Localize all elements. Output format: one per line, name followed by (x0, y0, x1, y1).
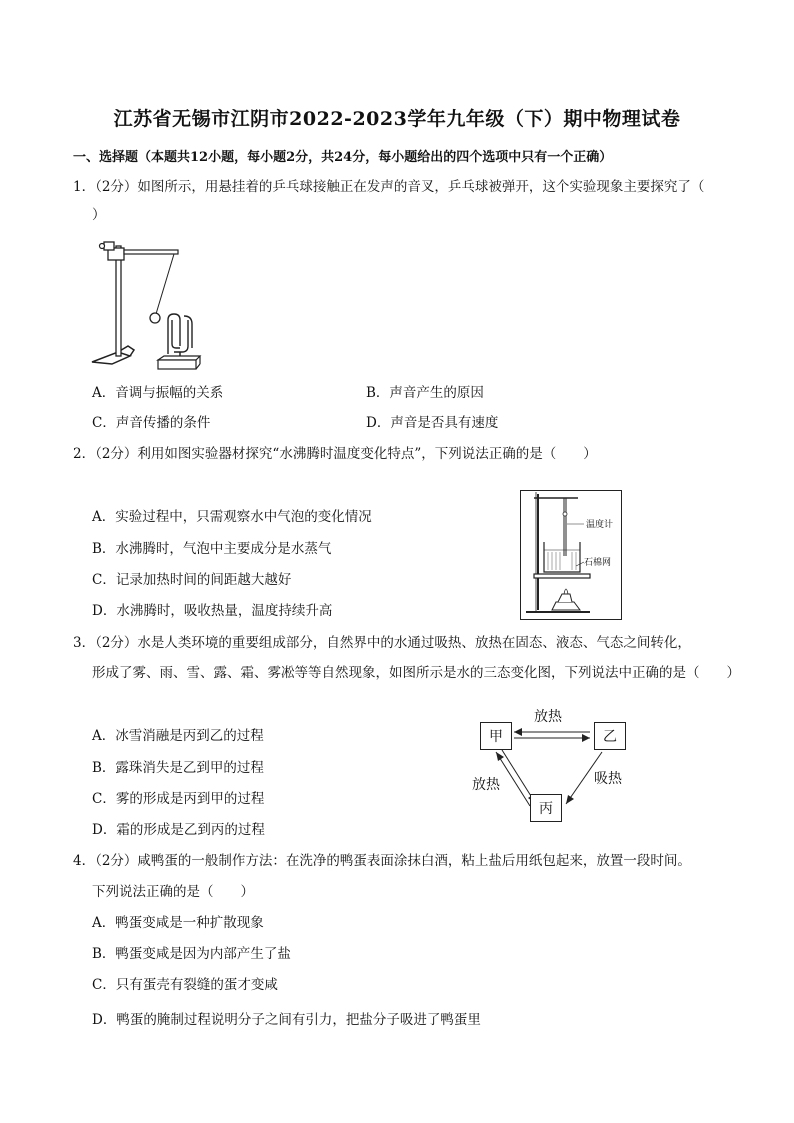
q3-option-b: B．露珠消失是乙到甲的过程 (92, 760, 264, 776)
question-3-stem-cont: 形成了雾、雨、雪、露、霜、雾凇等等自然现象，如图所示是水的三态变化图，下列说法中正确的是（ ） (92, 665, 740, 681)
question-1-stem-cont: ） (92, 207, 106, 223)
q3-option-a: A．冰雪消融是丙到乙的过程 (92, 728, 264, 744)
q4-option-d: D．鸭蛋的腌制过程说明分子之间有引力，把盐分子吸进了鸭蛋里 (92, 1012, 481, 1028)
q1-option-b: B．声音产生的原因 (366, 385, 484, 401)
state-change-diagram (470, 706, 640, 828)
tuning-fork-figure (88, 236, 218, 376)
right-arrow-label: 吸热 (594, 771, 622, 787)
left-arrow-label: 放热 (472, 777, 500, 793)
section-heading: 一、选择题（本题共12小题，每小题2分，共24分，每小题给出的四个选项中只有一个正确） (73, 150, 613, 165)
thermometer-label: 温度计 (586, 520, 614, 530)
question-2-stem: 2．（2分）利用如图实验器材探究“水沸腾时温度变化特点”，下列说法正确的是（ ） (73, 446, 597, 462)
q4-option-b: B．鸭蛋变咸是因为内部产生了盐 (92, 946, 291, 962)
state-bing-box: 丙 (530, 794, 562, 822)
q4-option-a: A．鸭蛋变咸是一种扩散现象 (92, 915, 264, 931)
q1-option-d: D．声音是否具有速度 (366, 415, 499, 431)
q2-option-b: B．水沸腾时，气泡中主要成分是水蒸气 (92, 541, 332, 557)
state-jia-box: 甲 (480, 722, 512, 750)
gauze-label: 石棉网 (584, 558, 612, 568)
q2-option-a: A．实验过程中，只需观察水中气泡的变化情况 (92, 509, 372, 525)
question-3-stem: 3．（2分）水是人类环境的重要组成部分，自然界中的水通过吸热、放热在固态、液态、气态之间转化， (73, 635, 691, 651)
question-4-stem-cont: 下列说法正确的是（ ） (92, 884, 254, 900)
boiling-apparatus-figure (520, 490, 622, 620)
q2-option-c: C．记录加热时间的间距越大越好 (92, 572, 292, 588)
q2-option-d: D．水沸腾时，吸收热量，温度持续升高 (92, 603, 333, 619)
question-4-stem: 4．（2分）咸鸭蛋的一般制作方法：在洗净的鸭蛋表面涂抹白酒，粘上盐后用纸包起来，放置一段时间。 (73, 853, 691, 869)
q1-option-a: A．音调与振幅的关系 (92, 385, 224, 401)
page-title: 江苏省无锡市江阴市2022-2023学年九年级（下）期中物理试卷 (113, 108, 681, 130)
q3-option-c: C．雾的形成是丙到甲的过程 (92, 791, 265, 807)
q4-option-c: C．只有蛋壳有裂缝的蛋才变咸 (92, 977, 278, 993)
q1-option-c: C．声音传播的条件 (92, 415, 211, 431)
question-1-stem: 1．（2分）如图所示，用悬挂着的乒乓球接触正在发声的音叉，乒乓球被弹开，这个实验现象主要探究了（ (73, 179, 705, 195)
top-arrow-label: 放热 (534, 709, 562, 725)
q3-option-d: D．霜的形成是乙到丙的过程 (92, 822, 265, 838)
state-yi-box: 乙 (594, 722, 626, 750)
